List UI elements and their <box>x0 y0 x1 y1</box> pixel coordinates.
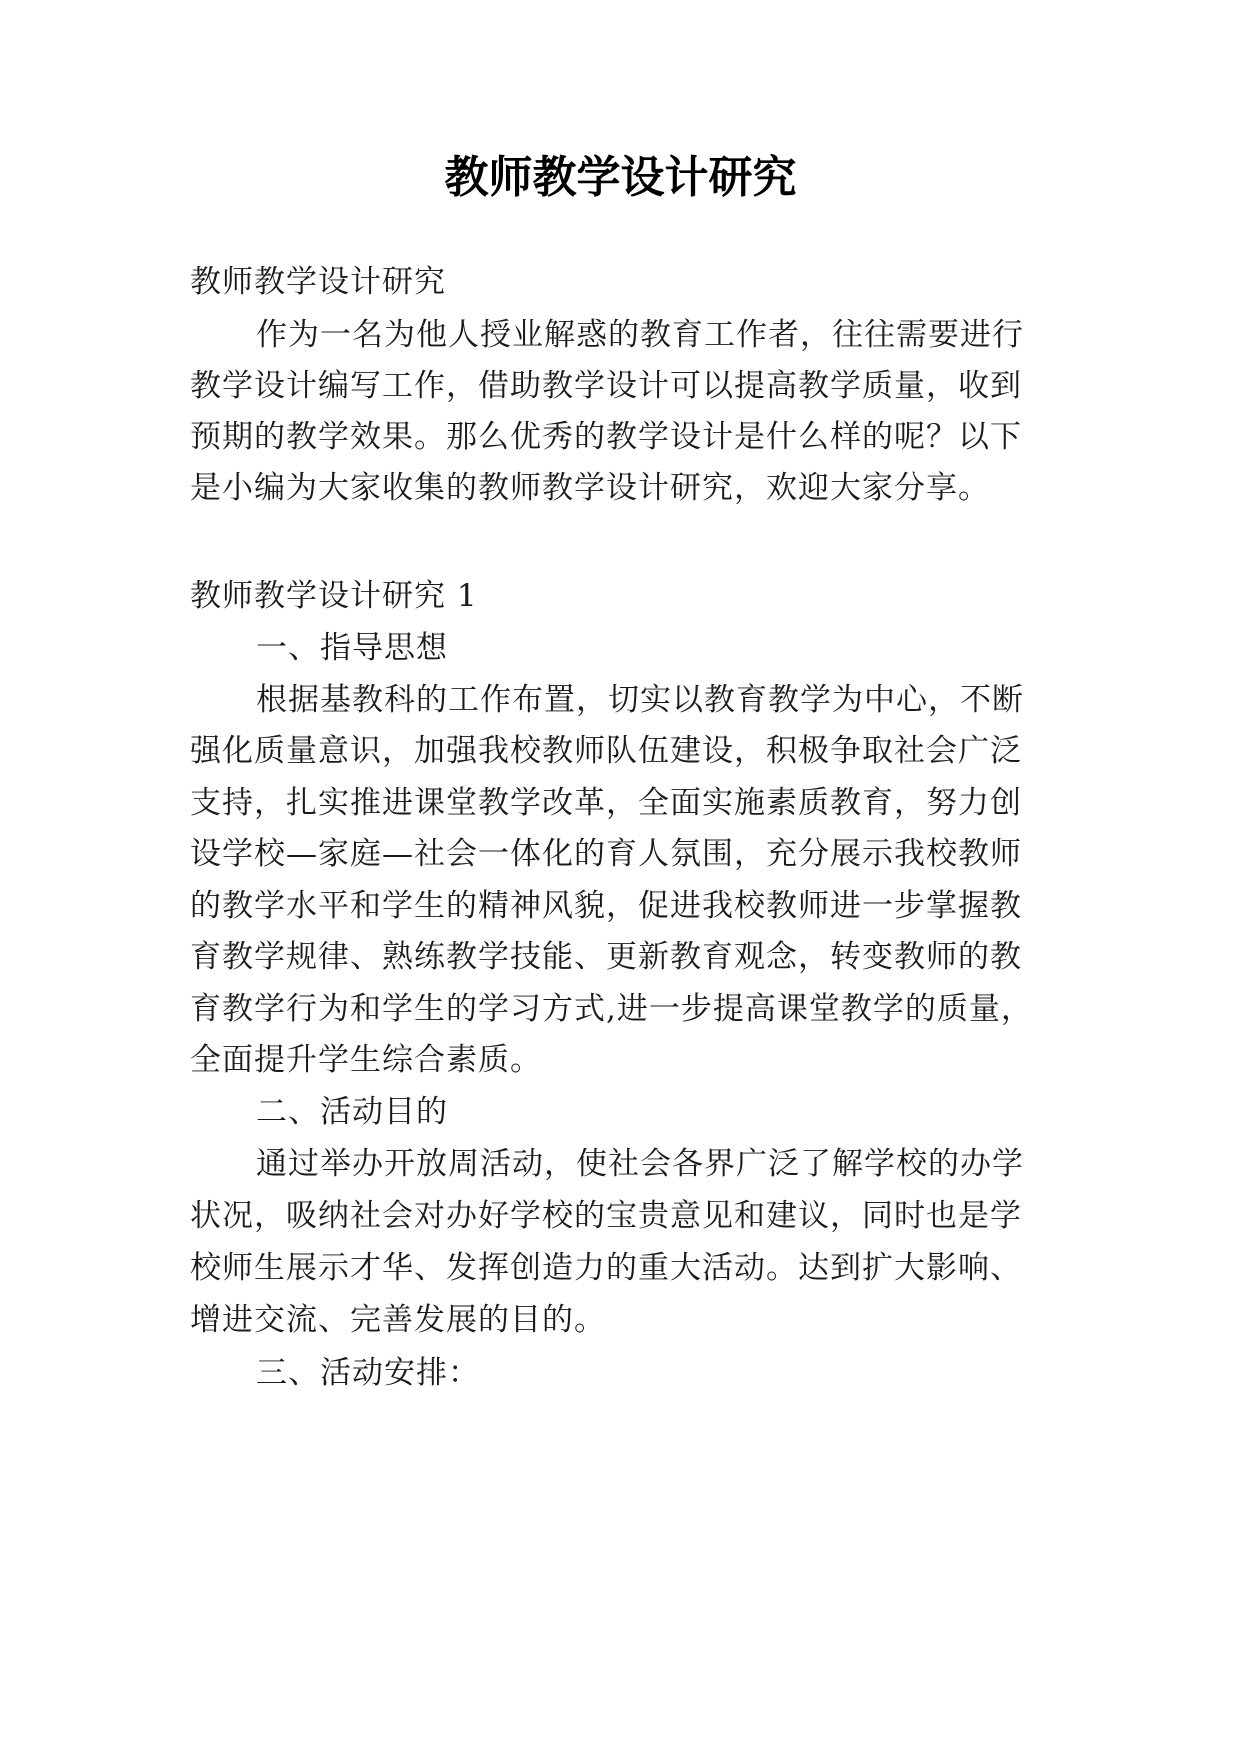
part3-heading: 三、活动安排： <box>256 1355 480 1391</box>
part1-line: 育教学行为和学生的学习方式,进一步提高课堂教学的质量， <box>190 991 1033 1027</box>
part2-line: 状况，吸纳社会对办好学校的宝贵意见和建议，同时也是学 <box>190 1198 1022 1234</box>
intro-line: 作为一名为他人授业解惑的教育工作者，往往需要进行 <box>256 317 1024 353</box>
part1-line: 根据基教科的工作布置，切实以教育教学为中心，不断 <box>256 682 1024 718</box>
intro-line: 是小编为大家收集的教师教学设计研究，欢迎大家分享。 <box>190 470 990 506</box>
part1-line: 育教学规律、熟练教学技能、更新教育观念，转变教师的教 <box>190 939 1022 975</box>
document-title: 教师教学设计研究 <box>444 152 797 203</box>
part2-line: 增进交流、完善发展的目的。 <box>190 1302 606 1338</box>
intro-line: 预期的教学效果。那么优秀的教学设计是什么样的呢？以下 <box>190 419 1022 455</box>
intro-line: 教学设计编写工作，借助教学设计可以提高教学质量，收到 <box>190 368 1022 404</box>
part1-line: 的教学水平和学生的精神风貌，促进我校教师进一步掌握教 <box>190 888 1022 924</box>
part1-heading: 一、指导思想 <box>256 630 448 666</box>
part1-line: 支持，扎实推进课堂教学改革，全面实施素质教育，努力创 <box>190 785 1022 821</box>
part1-line: 强化质量意识，加强我校教师队伍建设，积极争取社会广泛 <box>190 733 1022 769</box>
part1-line: 设学校—家庭—社会一体化的育人氛围，充分展示我校教师 <box>190 836 1022 872</box>
part2-line: 通过举办开放周活动，使社会各界广泛了解学校的办学 <box>256 1146 1024 1182</box>
document-subtitle: 教师教学设计研究 <box>190 264 446 300</box>
part2-heading: 二、活动目的 <box>256 1094 448 1130</box>
part1-line: 全面提升学生综合素质。 <box>190 1042 542 1078</box>
part2-line: 校师生展示才华、发挥创造力的重大活动。达到扩大影响、 <box>190 1250 1022 1286</box>
section1-heading: 教师教学设计研究 1 <box>190 578 478 614</box>
